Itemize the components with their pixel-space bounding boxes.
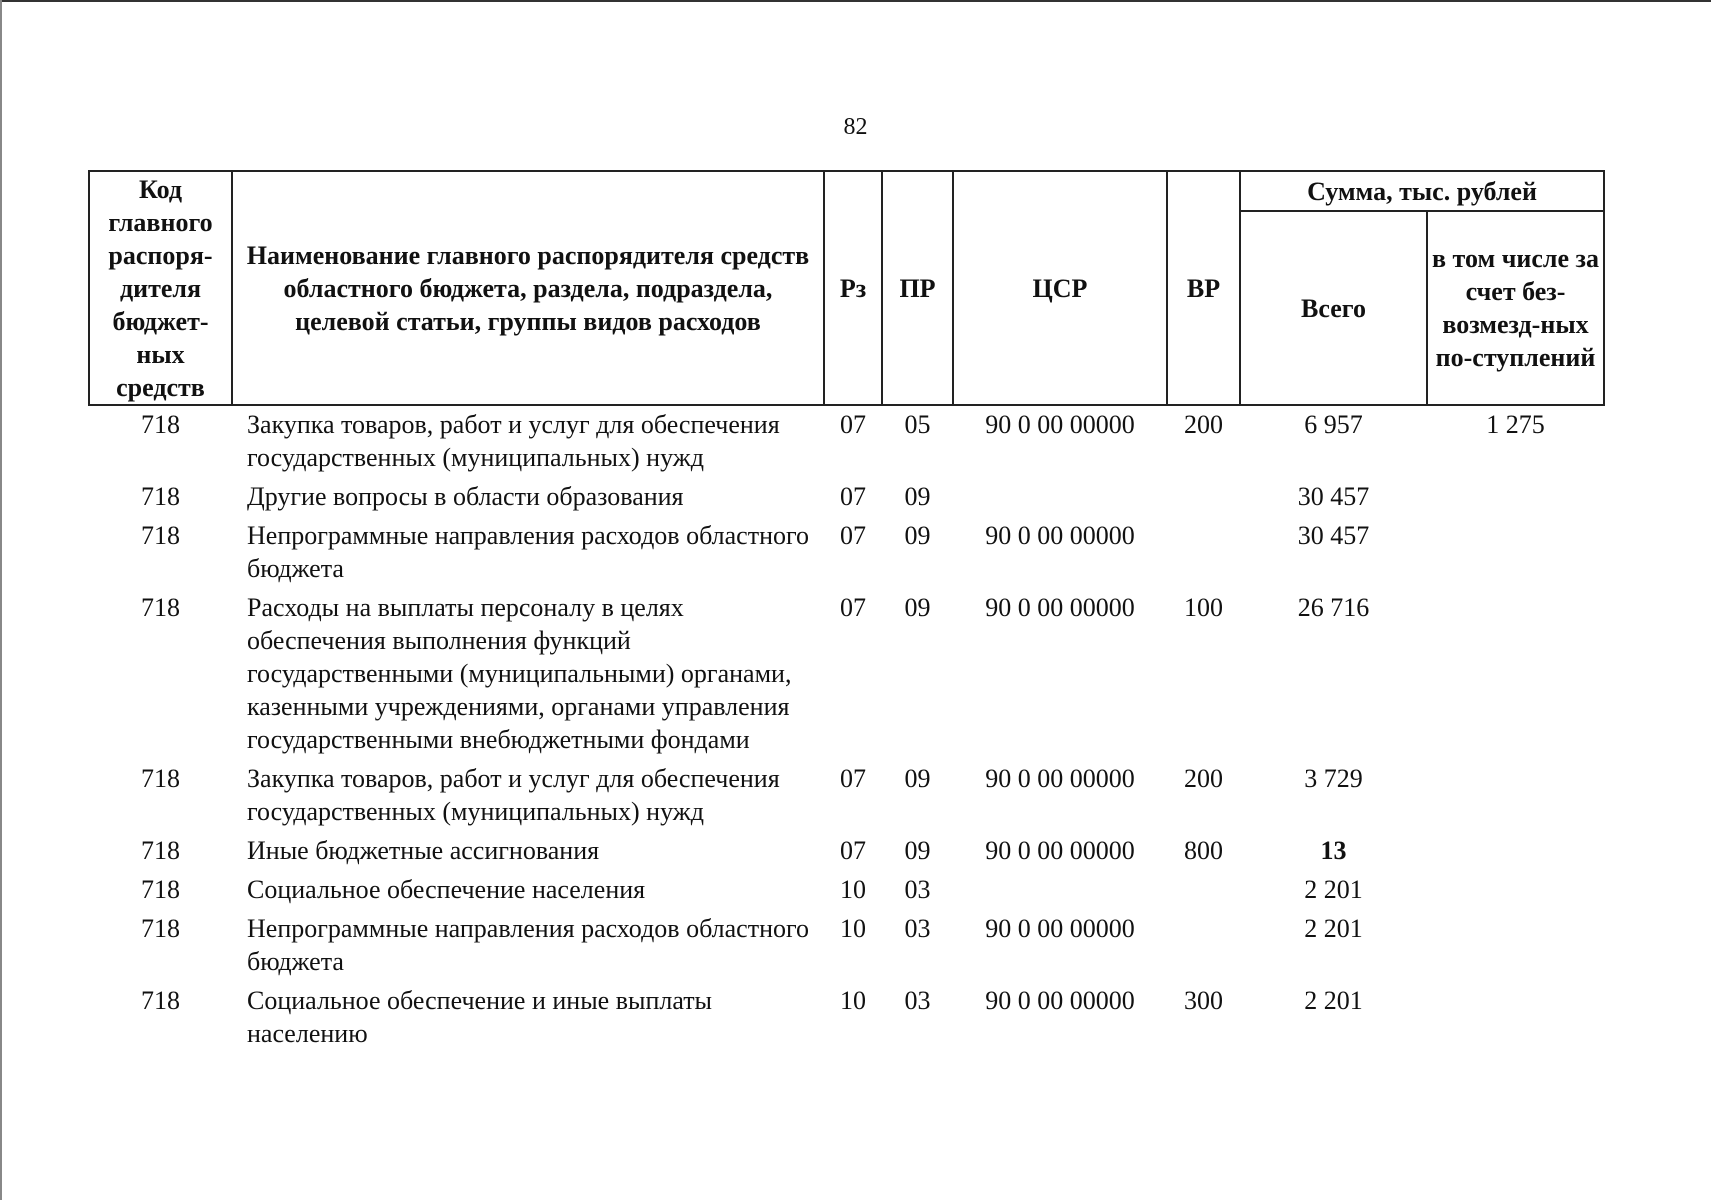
cell-free <box>1427 832 1604 871</box>
table-row <box>89 478 1604 517</box>
cell-total: 30 457 <box>1297 521 1370 550</box>
cell-name: Социальное обеспечение и иные выплаты населению <box>247 986 713 1048</box>
header-total: Всего <box>1240 211 1427 405</box>
cell-name: Расходы на выплаты персоналу в целях обеспечения выполнения функций государственными (муниципальными) органами, казенными учреждениями, органами управления государственными внебюджетными фондами <box>247 593 792 754</box>
header-sum-group: Сумма, тыс. рублей <box>1240 171 1604 211</box>
cell-free: 1 275 <box>1486 410 1545 439</box>
cell-total: 2 201 <box>1304 875 1363 904</box>
page-number: 82 <box>843 114 868 140</box>
table-row <box>89 910 1604 982</box>
cell-rz: 07 <box>840 764 866 793</box>
header-code: Код главного распоря-дителя бюджет-ных средств <box>89 171 232 405</box>
cell-free <box>1427 589 1604 760</box>
cell-free <box>1427 982 1604 1054</box>
header-pr: ПР <box>882 171 953 405</box>
cell-vr: 200 <box>1184 410 1223 439</box>
cell-csr: 90 0 00 00000 <box>985 410 1135 439</box>
cell-total: 3 729 <box>1304 764 1363 793</box>
cell-vr: 100 <box>1184 593 1223 622</box>
cell-free <box>1427 910 1604 982</box>
cell-csr: 90 0 00 00000 <box>985 593 1135 622</box>
cell-name: Социальное обеспечение населения <box>247 875 646 904</box>
cell-vr <box>1167 517 1240 589</box>
left-border-line <box>0 0 2 1200</box>
cell-code: 718 <box>141 593 180 622</box>
cell-rz: 10 <box>840 914 866 943</box>
cell-code: 718 <box>141 764 180 793</box>
table-row <box>89 832 1604 871</box>
cell-pr: 03 <box>904 986 931 1015</box>
cell-code: 718 <box>141 836 180 865</box>
cell-free <box>1427 517 1604 589</box>
cell-total: 26 716 <box>1297 593 1370 622</box>
cell-vr: 800 <box>1184 836 1223 865</box>
table-row <box>89 760 1604 832</box>
header-rz: Рз <box>824 171 882 405</box>
cell-free <box>1427 871 1604 910</box>
table-row <box>89 871 1604 910</box>
cell-csr: 90 0 00 00000 <box>985 836 1135 865</box>
cell-pr: 09 <box>904 764 931 793</box>
cell-total: 30 457 <box>1297 482 1370 511</box>
cell-pr: 09 <box>904 593 931 622</box>
header-name: Наименование главного распорядителя средств областного бюджета, раздела, подраздела, целевой статьи, группы видов расходов <box>232 171 824 405</box>
cell-vr <box>1167 910 1240 982</box>
cell-pr: 03 <box>904 914 931 943</box>
cell-rz: 07 <box>840 593 866 622</box>
cell-total: 2 201 <box>1304 986 1363 1015</box>
cell-name: Иные бюджетные ассигнования <box>247 836 600 865</box>
cell-name: Закупка товаров, работ и услуг для обеспечения государственных (муниципальных) нужд <box>247 410 780 472</box>
budget-table <box>88 170 1605 1054</box>
cell-vr: 300 <box>1184 986 1223 1015</box>
header-csr: ЦСР <box>953 171 1167 405</box>
header-row-1 <box>89 171 1604 211</box>
cell-csr: 90 0 00 00000 <box>985 521 1135 550</box>
cell-csr: 90 0 00 00000 <box>985 764 1135 793</box>
cell-vr <box>1167 871 1240 910</box>
cell-code: 718 <box>141 914 180 943</box>
table-header <box>89 171 1604 405</box>
cell-csr: 90 0 00 00000 <box>985 986 1135 1015</box>
cell-code: 718 <box>141 875 180 904</box>
cell-csr: 90 0 00 00000 <box>985 914 1135 943</box>
cell-pr: 05 <box>904 410 931 439</box>
cell-free <box>1427 760 1604 832</box>
cell-rz: 07 <box>840 482 866 511</box>
cell-pr: 03 <box>904 875 931 904</box>
cell-csr <box>953 478 1167 517</box>
cell-total: 6 957 <box>1304 410 1363 439</box>
cell-rz: 07 <box>840 836 866 865</box>
table-row <box>89 589 1604 760</box>
cell-vr: 200 <box>1184 764 1223 793</box>
cell-rz: 10 <box>840 875 866 904</box>
cell-name: Другие вопросы в области образования <box>247 482 684 511</box>
cell-pr: 09 <box>904 482 931 511</box>
table-row <box>89 405 1604 478</box>
cell-free <box>1427 478 1604 517</box>
cell-rz: 10 <box>840 986 866 1015</box>
table-row <box>89 517 1604 589</box>
cell-name: Закупка товаров, работ и услуг для обеспечения государственных (муниципальных) нужд <box>247 764 780 826</box>
cell-name: Непрограммные направления расходов областного бюджета <box>247 521 809 583</box>
cell-total: 13 <box>1320 836 1347 865</box>
cell-vr <box>1167 478 1240 517</box>
table-row <box>89 982 1604 1054</box>
cell-code: 718 <box>141 482 180 511</box>
cell-code: 718 <box>141 986 180 1015</box>
table-body <box>89 405 1604 1054</box>
header-free: в том числе за счет без-возмезд-ных по-ступлений <box>1427 211 1604 405</box>
cell-pr: 09 <box>904 836 931 865</box>
cell-rz: 07 <box>840 521 866 550</box>
cell-total: 2 201 <box>1304 914 1363 943</box>
top-border-line <box>0 0 1711 2</box>
cell-csr <box>953 871 1167 910</box>
cell-pr: 09 <box>904 521 931 550</box>
cell-name: Непрограммные направления расходов областного бюджета <box>247 914 809 976</box>
cell-code: 718 <box>141 410 180 439</box>
header-vr: ВР <box>1167 171 1240 405</box>
cell-code: 718 <box>141 521 180 550</box>
cell-rz: 07 <box>840 410 866 439</box>
